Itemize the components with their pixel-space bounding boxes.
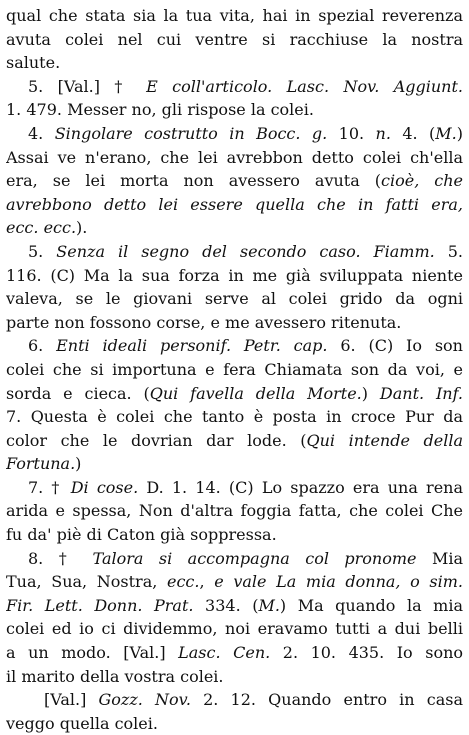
text-segment: arida e spessa, Non d'altra foggia fatta, che colei Che bbox=[6, 501, 463, 521]
text-segment: 5. bbox=[434, 241, 463, 261]
text-segment: ). bbox=[76, 218, 88, 238]
text-segment: 8. † bbox=[28, 548, 93, 568]
text-segment: Tua, Sua, Nostra, bbox=[6, 572, 167, 592]
text-segment: 5. bbox=[28, 241, 57, 261]
text-segment: 10. bbox=[327, 123, 376, 143]
text-segment: salute. bbox=[6, 53, 61, 73]
text-line-31 bbox=[6, 712, 463, 735]
italic-segment: Qui favella della Morte. bbox=[149, 383, 362, 403]
text-line-29 bbox=[6, 665, 463, 689]
text-segment: 7. † bbox=[28, 477, 71, 497]
text-segment: [Val.] bbox=[44, 690, 99, 710]
text-line-14 bbox=[6, 311, 463, 335]
text-segment: 5. [Val.] † bbox=[28, 76, 147, 96]
text-segment: 7. Questa è colei che tanto è posta in croce Pur da bbox=[6, 407, 463, 427]
italic-segment: Lasc. Cen. bbox=[178, 643, 271, 663]
italic-segment: avrebbono detto lei essere quella che in fatti era, bbox=[6, 194, 463, 214]
text-line-23 bbox=[6, 523, 463, 547]
italic-segment: Talora si accompagna col pronome bbox=[92, 548, 417, 568]
text-segment: ) bbox=[361, 383, 380, 403]
text-segment: colei che si importuna e fera Chiamata son da voi, e bbox=[6, 359, 463, 379]
text-line-21 bbox=[6, 476, 463, 500]
text-line-13 bbox=[6, 287, 463, 311]
italic-segment: ecc. ecc. bbox=[6, 218, 77, 238]
text-segment: 1. 479. Messer no, gli rispose la colei. bbox=[6, 100, 314, 120]
text-segment: 4. bbox=[28, 123, 55, 143]
text-line-2 bbox=[6, 28, 463, 52]
italic-segment: Dant. Inf. bbox=[379, 383, 463, 403]
text-line-17 bbox=[6, 382, 463, 406]
text-segment: D. 1. 14. (C) Lo spazzo era una rena bbox=[138, 477, 463, 497]
italic-segment: Fir. Lett. Donn. Prat. bbox=[6, 595, 194, 615]
text-line-24 bbox=[6, 547, 463, 571]
text-line-7 bbox=[6, 146, 463, 170]
italic-segment: Qui intende della bbox=[306, 430, 463, 450]
text-segment: 2. 10. 435. Io sono bbox=[270, 643, 463, 663]
text-segment: valeva, se le giovani serve al colei grido da ogni bbox=[6, 289, 463, 309]
text-line-6 bbox=[6, 122, 463, 146]
text-segment: ) bbox=[456, 123, 463, 143]
italic-segment: M. bbox=[435, 123, 457, 143]
text-segment: colei ed io ci dividemmo, noi eravamo tutti a dui belli bbox=[6, 619, 463, 639]
text-segment: sorda e cieca. ( bbox=[6, 383, 150, 403]
text-line-3 bbox=[6, 51, 463, 75]
text-segment: qual che stata sia la tua vita, hai in spezial reverenza bbox=[6, 6, 463, 25]
text-segment: avuta colei nel cui ventre si racchiuse la nostra bbox=[6, 29, 463, 49]
text-segment: era, se lei morta non avessero avuta ( bbox=[6, 171, 382, 191]
italic-segment: e vale La mia donna, o sim. bbox=[214, 572, 463, 592]
text-line-16 bbox=[6, 358, 463, 382]
text-line-30 bbox=[6, 688, 463, 712]
italic-segment: cioè, che bbox=[381, 171, 463, 191]
text-line-10 bbox=[6, 216, 463, 240]
text-segment: 6. (C) Io son bbox=[327, 336, 463, 356]
text-line-11 bbox=[6, 240, 463, 264]
text-line-8 bbox=[6, 169, 463, 193]
text-segment: Assai ve n'erano, che lei avrebbon detto colei ch'ella bbox=[6, 147, 463, 167]
text-line-12 bbox=[6, 264, 463, 288]
text-segment: 4. ( bbox=[390, 123, 436, 143]
italic-segment: ecc. bbox=[166, 572, 200, 592]
text-segment: 2. 12. Quando entro in casa bbox=[190, 690, 463, 710]
text-segment: , bbox=[199, 572, 215, 592]
text-line-22 bbox=[6, 499, 463, 523]
text-segment: ) Ma quando la mia bbox=[279, 595, 463, 615]
text-line-15 bbox=[6, 334, 463, 358]
text-line-20 bbox=[6, 452, 463, 476]
text-segment: parte non fossono corse, e me avessero ritenuta. bbox=[6, 312, 402, 332]
italic-segment: Singolare costrutto in Bocc. g. bbox=[54, 123, 328, 143]
italic-segment: Fortuna. bbox=[6, 454, 76, 474]
italic-segment: E coll'articolo. Lasc. Nov. Aggiunt. bbox=[146, 76, 463, 96]
text-line-18 bbox=[6, 405, 463, 429]
text-line-9 bbox=[6, 193, 463, 217]
text-segment: 116. (C) Ma la sua forza in me già sviluppata niente bbox=[6, 265, 463, 285]
text-line-5 bbox=[6, 98, 463, 122]
text-segment: il marito della vostra colei. bbox=[6, 666, 224, 686]
text-segment: ) bbox=[75, 454, 82, 474]
text-line-27 bbox=[6, 617, 463, 641]
text-segment: a un modo. [Val.] bbox=[6, 643, 179, 663]
text-line-26 bbox=[6, 594, 463, 618]
text-segment: veggo quella colei. bbox=[6, 713, 158, 733]
text-segment: 334. ( bbox=[193, 595, 259, 615]
text-segment: fu da' piè di Caton già soppressa. bbox=[6, 525, 277, 545]
text-line-4 bbox=[6, 75, 463, 99]
italic-segment: Senza il segno del secondo caso. Fiamm. bbox=[56, 241, 435, 261]
text-segment: Mia bbox=[416, 548, 463, 568]
text-segment: 6. bbox=[28, 336, 57, 356]
italic-segment: n. bbox=[375, 123, 391, 143]
text-line-28 bbox=[6, 641, 463, 665]
italic-segment: M. bbox=[258, 595, 280, 615]
text-line-25 bbox=[6, 570, 463, 594]
italic-segment: Enti ideali personif. Petr. cap. bbox=[56, 336, 328, 356]
italic-segment: Gozz. Nov. bbox=[98, 690, 191, 710]
text-line-1 bbox=[6, 4, 463, 28]
italic-segment: Di cose. bbox=[70, 477, 139, 497]
text-segment: color che le dovrian dar lode. ( bbox=[6, 430, 307, 450]
text-line-19 bbox=[6, 429, 463, 453]
